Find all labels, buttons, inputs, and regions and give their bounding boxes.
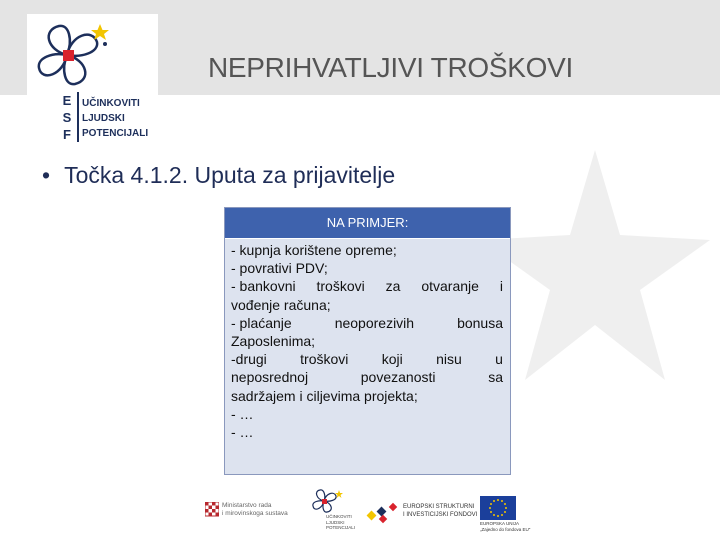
example-word: povezanosti: [360, 369, 436, 386]
example-word: - …: [231, 424, 254, 441]
example-word: u: [495, 351, 503, 368]
eu-flag-icon: [480, 496, 516, 520]
example-box: [224, 207, 511, 475]
example-line: [231, 423, 503, 441]
example-word: troškovi: [300, 351, 349, 368]
eu-label: [480, 521, 530, 532]
example-line: [231, 405, 503, 423]
ministry-label: [222, 502, 288, 518]
example-line: [231, 387, 503, 405]
structural-funds-label: [403, 504, 477, 519]
example-word: bonusa: [457, 314, 503, 331]
bullet-item: [42, 162, 395, 189]
esf-logo: [27, 14, 158, 144]
example-line: [231, 259, 503, 277]
logo-letter: F: [63, 127, 71, 142]
logo-letter: S: [62, 110, 72, 125]
logo-letter: E: [62, 93, 72, 108]
example-line: [231, 314, 503, 332]
example-word: nisu: [436, 351, 462, 368]
esf-small-line: POTENCIJALI: [326, 525, 356, 530]
example-word: vođenje računa;: [231, 296, 331, 313]
example-word: Zaposlenima;: [231, 333, 316, 350]
esf-small-line: LJUDSKI: [326, 519, 345, 525]
bullet-marker: •: [42, 162, 51, 188]
logo-words: [82, 96, 148, 141]
example-line: [231, 277, 503, 295]
example-word: -drugi: [231, 351, 267, 368]
eu-line: EUROPSKA UNIJA: [480, 521, 520, 526]
esf-small-label: [326, 514, 355, 531]
example-line: [231, 241, 503, 259]
example-line: [231, 368, 503, 386]
croatian-coat-of-arms-icon: [205, 502, 219, 518]
example-word: - kupnja korištene opreme;: [231, 242, 397, 258]
example-word: neoporezivih: [334, 314, 415, 331]
example-word: troškovi: [316, 278, 365, 295]
example-header: NA PRIMJER:: [225, 208, 510, 239]
example-word: sadržajem i ciljevima projekta;: [231, 387, 418, 404]
example-line: [231, 350, 503, 368]
example-word: - plaćanje: [231, 314, 292, 331]
logo-word: UČINKOVITI: [82, 98, 140, 109]
ministry-line: i mirovinskoga sustava: [222, 510, 288, 517]
logo-word: LJUDSKI: [82, 113, 125, 124]
example-word: neposrednoj: [231, 369, 309, 386]
logo-letters: [60, 92, 74, 143]
example-word: - bankovni: [231, 278, 296, 295]
structural-funds-line: EUROPSKI STRUKTURNI: [403, 504, 475, 510]
example-word: sa: [488, 369, 503, 386]
example-word: koji: [381, 351, 403, 368]
structural-funds-icon: [366, 502, 402, 526]
example-line: [231, 332, 503, 350]
example-body: [225, 239, 510, 441]
example-word: i: [499, 278, 503, 295]
example-word: - …: [231, 405, 254, 422]
esf-small-line: UČINKOVITI: [326, 514, 352, 519]
logo-divider: [77, 92, 79, 142]
example-word: otvaranje: [421, 278, 479, 295]
logo-word: POTENCIJALI: [82, 128, 149, 139]
example-word: - povrativi PDV;: [231, 260, 328, 277]
bullet-text: Točka 4.1.2. Uputa za prijavitelje: [64, 162, 396, 188]
example-word: za: [385, 278, 401, 295]
footer-logos: [0, 488, 720, 540]
ministry-line: Ministarstvo rada: [222, 502, 272, 509]
eu-line: „Zajedno do fondova EU": [480, 526, 531, 532]
esf-small-logo-icon: [310, 488, 350, 514]
example-line: [231, 296, 503, 314]
pinwheel-logo-icon: [37, 20, 117, 90]
page-title: NEPRIHVATLJIVI TROŠKOVI: [208, 52, 573, 83]
structural-funds-line: I INVESTICIJSKI FONDOVI: [403, 511, 478, 518]
